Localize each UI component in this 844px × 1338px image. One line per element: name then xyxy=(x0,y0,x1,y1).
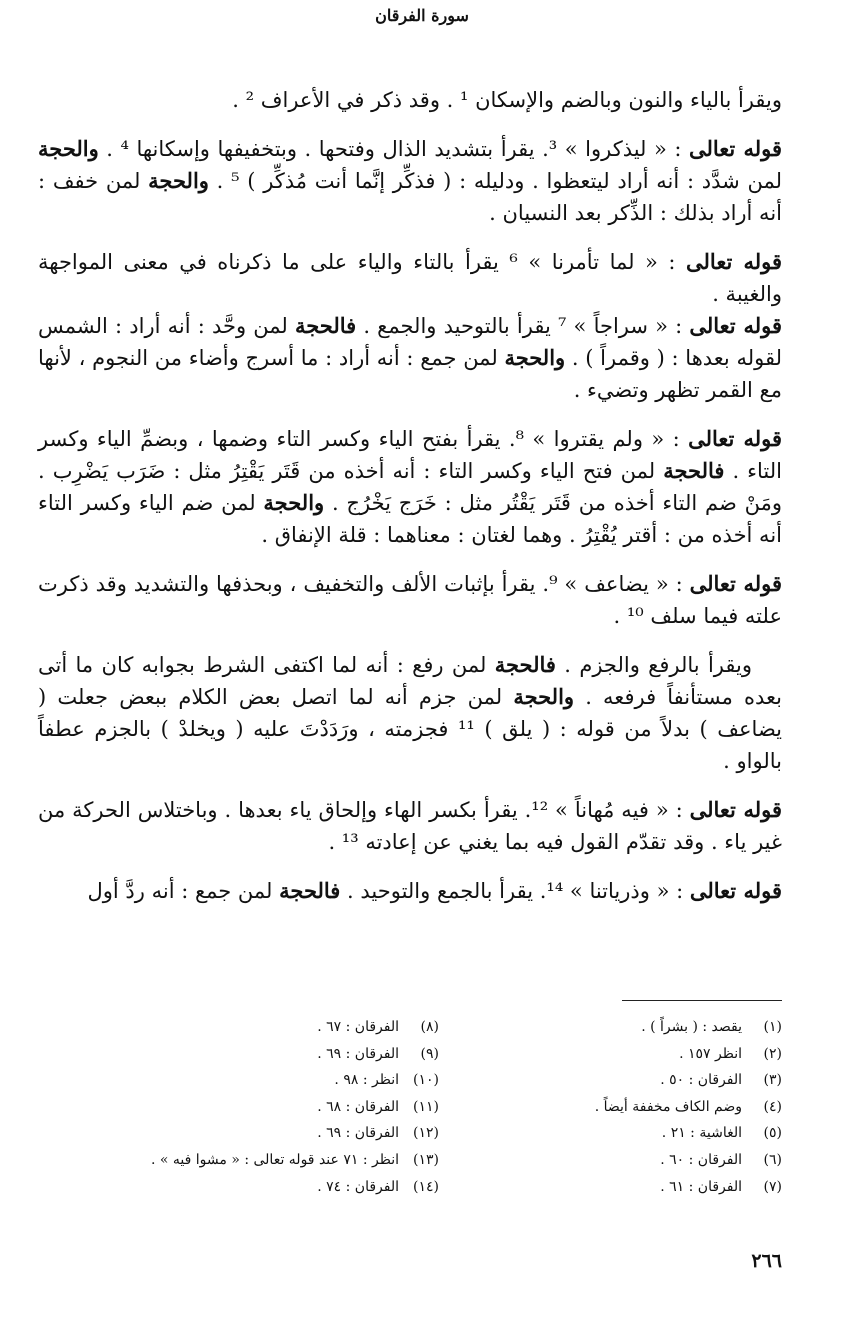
page-number: ٢٦٦ xyxy=(751,1250,782,1272)
footnote-divider xyxy=(622,1000,782,1001)
footnote-number: (٧) xyxy=(763,1178,782,1195)
footnote-text: وضم الكاف مخففة أيضاً . xyxy=(594,1098,742,1115)
footnote-number: (٦) xyxy=(763,1151,782,1168)
footnote-text: الفرقان : ٦٠ . xyxy=(660,1151,742,1168)
footnote xyxy=(439,1174,782,1201)
paragraph: قوله تعالى : « فيه مُهاناً » ¹². يقرأ بكسر الهاء وإلحاق ياء بعدها . وباختلاس الحركة من غير ياء . وقد تقدّم القول فيه بما يغني عن إعادته ¹³ . xyxy=(38,797,782,854)
footnotes-right-column xyxy=(439,1014,782,1200)
footnote xyxy=(96,1147,439,1174)
footnote-number: (١) xyxy=(763,1019,782,1035)
footnote xyxy=(96,1041,439,1068)
footnote-text: انظر : ٩٨ . xyxy=(334,1072,399,1089)
footnote-text: الغاشية : ٢١ . xyxy=(661,1125,742,1142)
footnote xyxy=(96,1014,439,1041)
footnote-text: انظر : ٧١ عند قوله تعالى : « مشوا فيه » . xyxy=(150,1151,399,1168)
paragraph: ويقرأ بالرفع والجزم . فالحجة لمن رفع : أنه لما اكتفى الشرط بجوابه كان ما أتى بعده مستأنفاً فرفعه . والحجة لمن جزم أنه لما اتصل بعض الكلام ببعض جعلت ( يضاعف ) بدلاً من قوله : ( يلق ) ¹¹ فجزمته ، ورَدَدْتَ عليه ( ويخلدْ ) بالجزم عطفاً بالواو . xyxy=(38,652,783,773)
footnote-number: (١٣) xyxy=(413,1151,439,1168)
footnote xyxy=(439,1014,782,1041)
footnote xyxy=(439,1041,782,1068)
footnote-text: يقصد : ( بشراً ) . xyxy=(641,1019,742,1035)
paragraph: قوله تعالى : « ليذكروا » ³. يقرأ بتشديد الذال وفتحها . وبتخفيفها وإسكانها ⁴ . والحجة لمن شدَّد : أنه أراد ليتعظوا . ودليله : ( فذكِّر إنَّما أنت مُذكِّر ) ⁵ . والحجة لمن خفف : أنه أراد بذلك : الذِّكر بعد النسيان . xyxy=(38,136,783,225)
footnote-number: (٨) xyxy=(420,1019,439,1035)
footnote-text: الفرقان : ٦٧ . xyxy=(317,1019,399,1035)
footnote xyxy=(439,1147,782,1174)
main-text xyxy=(38,84,782,924)
footnote-number: (٤) xyxy=(763,1098,782,1115)
footnote-number: (١٢) xyxy=(413,1125,439,1142)
paragraph: قوله تعالى : « لما تأمرنا » ⁶ يقرأ بالتاء والياء على ما ذكرناه في معنى المواجهة والغيبة . xyxy=(38,249,782,306)
footnote-number: (٣) xyxy=(763,1072,782,1089)
footnote-text: انظر ١٥٧ . xyxy=(679,1045,742,1062)
footnote xyxy=(96,1094,439,1121)
footnote xyxy=(439,1094,782,1121)
footnote-number: (٥) xyxy=(763,1125,782,1142)
footnote-text: الفرقان : ٧٤ . xyxy=(317,1178,399,1195)
footnote-text: الفرقان : ٥٠ . xyxy=(660,1072,742,1089)
footnote-number: (٩) xyxy=(420,1045,439,1062)
paragraph: ويقرأ بالياء والنون وبالضم والإسكان ¹ . وقد ذكر في الأعراف ² . xyxy=(232,88,782,112)
footnote xyxy=(96,1120,439,1147)
paragraph: قوله تعالى : « سراجاً » ⁷ يقرأ بالتوحيد والجمع . فالحجة لمن وحَّد : أنه أراد : الشمس لقوله بعدها : ( وقمراً ) . والحجة لمن جمع : أنه أراد : ما أسرج وأضاء من النجوم ، لأنها مع القمر تظهر وتضيء . xyxy=(38,313,782,402)
footnote-number: (١٠) xyxy=(413,1072,439,1089)
footnote-text: الفرقان : ٦١ . xyxy=(660,1178,742,1195)
running-header: سورة الفرقان xyxy=(375,6,469,25)
footnote xyxy=(439,1120,782,1147)
paragraph: قوله تعالى : « يضاعف » ⁹. يقرأ بإثبات الألف والتخفيف ، وبحذفها والتشديد وقد ذكرت علته فيما سلف ¹⁰ . xyxy=(38,571,782,628)
footnote xyxy=(96,1067,439,1094)
footnote-number: (١١) xyxy=(413,1098,439,1115)
footnote-text: الفرقان : ٦٩ . xyxy=(317,1045,399,1062)
footnote xyxy=(96,1174,439,1201)
footnotes-left-column xyxy=(96,1014,439,1200)
footnotes xyxy=(96,1014,782,1200)
footnote-number: (١٤) xyxy=(413,1178,439,1195)
footnote-text: الفرقان : ٦٨ . xyxy=(317,1098,399,1115)
footnote-number: (٢) xyxy=(763,1045,782,1062)
footnote-text: الفرقان : ٦٩ . xyxy=(317,1125,399,1142)
paragraph: قوله تعالى : « ولم يقتروا » ⁸. يقرأ بفتح الياء وكسر التاء وضمها ، وبضمِّ الياء وكسر التاء . فالحجة لمن فتح الياء وكسر التاء : أنه أخذه من قَتَر يَقْتِرُ مثل : ضَرَب يَضْرِب . ومَنْ ضم التاء أخذه من قَتَر يَقْتُر مثل : خَرَج يَخْرُج . والحجة لمن ضم الياء وكسر التاء أنه أخذه من : أقتر يُقْتِرُ . وهما لغتان : معناهما : قلة الإنفاق . xyxy=(38,426,782,547)
paragraph: قوله تعالى : « وذرياتنا » ¹⁴. يقرأ بالجمع والتوحيد . فالحجة لمن جمع : أنه ردَّ أول xyxy=(87,878,782,903)
footnote xyxy=(439,1067,782,1094)
